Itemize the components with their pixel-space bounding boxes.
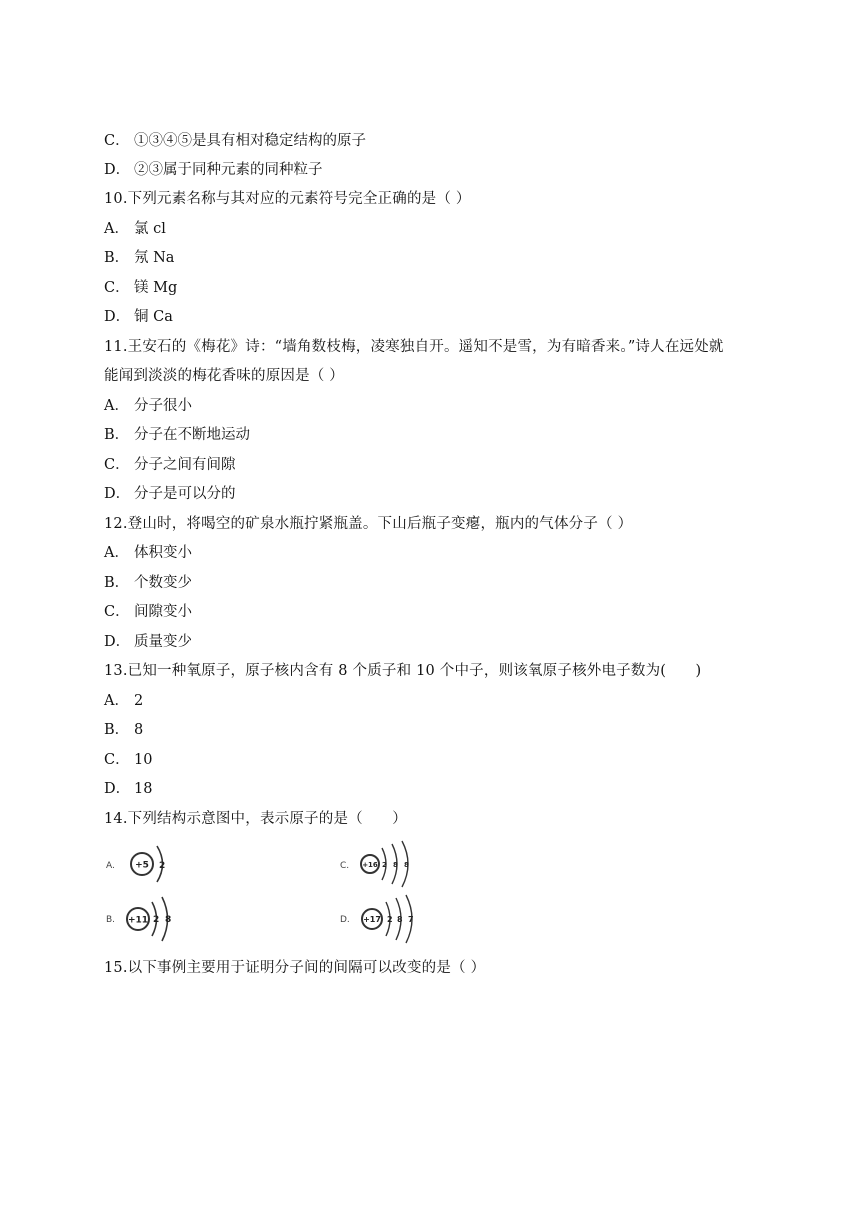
- q13-option-b: [104, 720, 143, 740]
- shell-electrons: 2: [382, 861, 387, 869]
- diagram-label: C.: [340, 861, 350, 871]
- option-letter: D．: [104, 634, 131, 650]
- option-letter: A．: [104, 398, 129, 414]
- shell-electrons: 2: [159, 861, 166, 871]
- option-letter: B．: [104, 427, 130, 443]
- atom-diagram-d: [338, 892, 458, 946]
- q14-stem: 14.下列结构示意图中，表示原子的是（ ）: [104, 811, 407, 827]
- shell-electrons: 2: [387, 915, 393, 924]
- q13-option-c: [104, 750, 152, 770]
- nucleus-charge: +16: [362, 861, 378, 869]
- option-letter: C．: [104, 280, 130, 296]
- q11-stem-line1: 11.王安石的《梅花》诗：“墙角数枝梅，凌寒独自开。遥知不是雪，为有暗香来。”诗人在远处就: [104, 339, 724, 355]
- option-letter: C．: [104, 457, 130, 473]
- atom-diagram-c: [338, 838, 458, 890]
- q11-option-b: [104, 425, 250, 445]
- option-letter: C．: [104, 604, 130, 620]
- option-text: ①③④⑤是具有相对稳定结构的原子: [134, 133, 366, 149]
- option-text: 氖 Na: [134, 250, 175, 266]
- option-letter: C．: [104, 752, 130, 768]
- q10-option-d: [104, 307, 173, 327]
- option-letter: A．: [104, 693, 129, 709]
- option-text: 2: [134, 693, 144, 709]
- diagram-label: D.: [340, 915, 350, 925]
- q9-option-c: [104, 131, 366, 151]
- option-letter: B．: [104, 575, 130, 591]
- option-text: 分子是可以分的: [134, 486, 236, 502]
- q13-option-d: [104, 779, 152, 799]
- q15-stem: 15.以下事例主要用于证明分子间的间隔可以改变的是（ ）: [104, 960, 486, 976]
- option-letter: C．: [104, 133, 130, 149]
- option-text: 体积变小: [134, 545, 192, 561]
- atom-diagram-b: [104, 892, 194, 946]
- option-letter: D．: [104, 162, 131, 178]
- option-letter: D．: [104, 486, 131, 502]
- option-text: 10: [134, 752, 153, 768]
- q12-option-d: [104, 632, 192, 652]
- option-text: 氯 cl: [134, 221, 166, 237]
- shell-electrons: 8: [404, 861, 409, 869]
- option-letter: D．: [104, 309, 131, 325]
- option-text: 分子很小: [134, 398, 192, 414]
- atom-diagram-a: [104, 838, 194, 890]
- q11-stem-line2: 能闻到淡淡的梅花香味的原因是（ ）: [104, 368, 345, 384]
- shell-electrons: 7: [408, 915, 414, 924]
- q10-option-c: [104, 278, 177, 298]
- option-text: 镁 Mg: [134, 280, 178, 296]
- q12-option-b: [104, 573, 192, 593]
- option-text: ②③属于同种元素的同种粒子: [134, 162, 323, 178]
- nucleus-charge: +11: [127, 915, 149, 926]
- option-text: 质量变少: [134, 634, 192, 650]
- diagram-label: A.: [106, 861, 115, 871]
- q10-stem: 10.下列元素名称与其对应的元素符号完全正确的是（ ）: [104, 191, 471, 207]
- shell-electrons: 8: [397, 915, 403, 924]
- q11-option-a: [104, 396, 192, 416]
- diagram-label: B.: [106, 915, 116, 925]
- option-text: 分子之间有间隙: [134, 457, 236, 473]
- option-letter: B．: [104, 250, 130, 266]
- option-letter: A．: [104, 545, 129, 561]
- q9-option-d: [104, 160, 323, 180]
- nucleus-charge: +5: [135, 860, 149, 871]
- q10-option-a: [104, 219, 166, 239]
- q12-option-a: [104, 543, 192, 563]
- option-text: 铜 Ca: [134, 309, 173, 325]
- option-text: 间隙变小: [134, 604, 192, 620]
- shell-electrons: 2: [153, 915, 160, 925]
- option-text: 8: [134, 722, 144, 738]
- q13-option-a: [104, 691, 143, 711]
- shell-electrons: 8: [393, 861, 398, 869]
- q12-option-c: [104, 602, 192, 622]
- option-letter: D．: [104, 781, 131, 797]
- option-letter: B．: [104, 722, 130, 738]
- option-text: 18: [134, 781, 153, 797]
- q11-option-c: [104, 455, 236, 475]
- q11-option-d: [104, 484, 236, 504]
- option-text: 分子在不断地运动: [134, 427, 250, 443]
- nucleus-charge: +17: [363, 915, 381, 924]
- option-letter: A．: [104, 221, 129, 237]
- option-text: 个数变少: [134, 575, 192, 591]
- q12-stem: 12.登山时，将喝空的矿泉水瓶拧紧瓶盖。下山后瓶子变瘪，瓶内的气体分子（ ）: [104, 516, 633, 532]
- shell-electrons: 8: [165, 915, 172, 925]
- q13-stem: 13.已知一种氧原子，原子核内含有 8 个质子和 10 个中子，则该氧原子核外电子数为( ): [104, 663, 702, 679]
- q10-option-b: [104, 248, 174, 268]
